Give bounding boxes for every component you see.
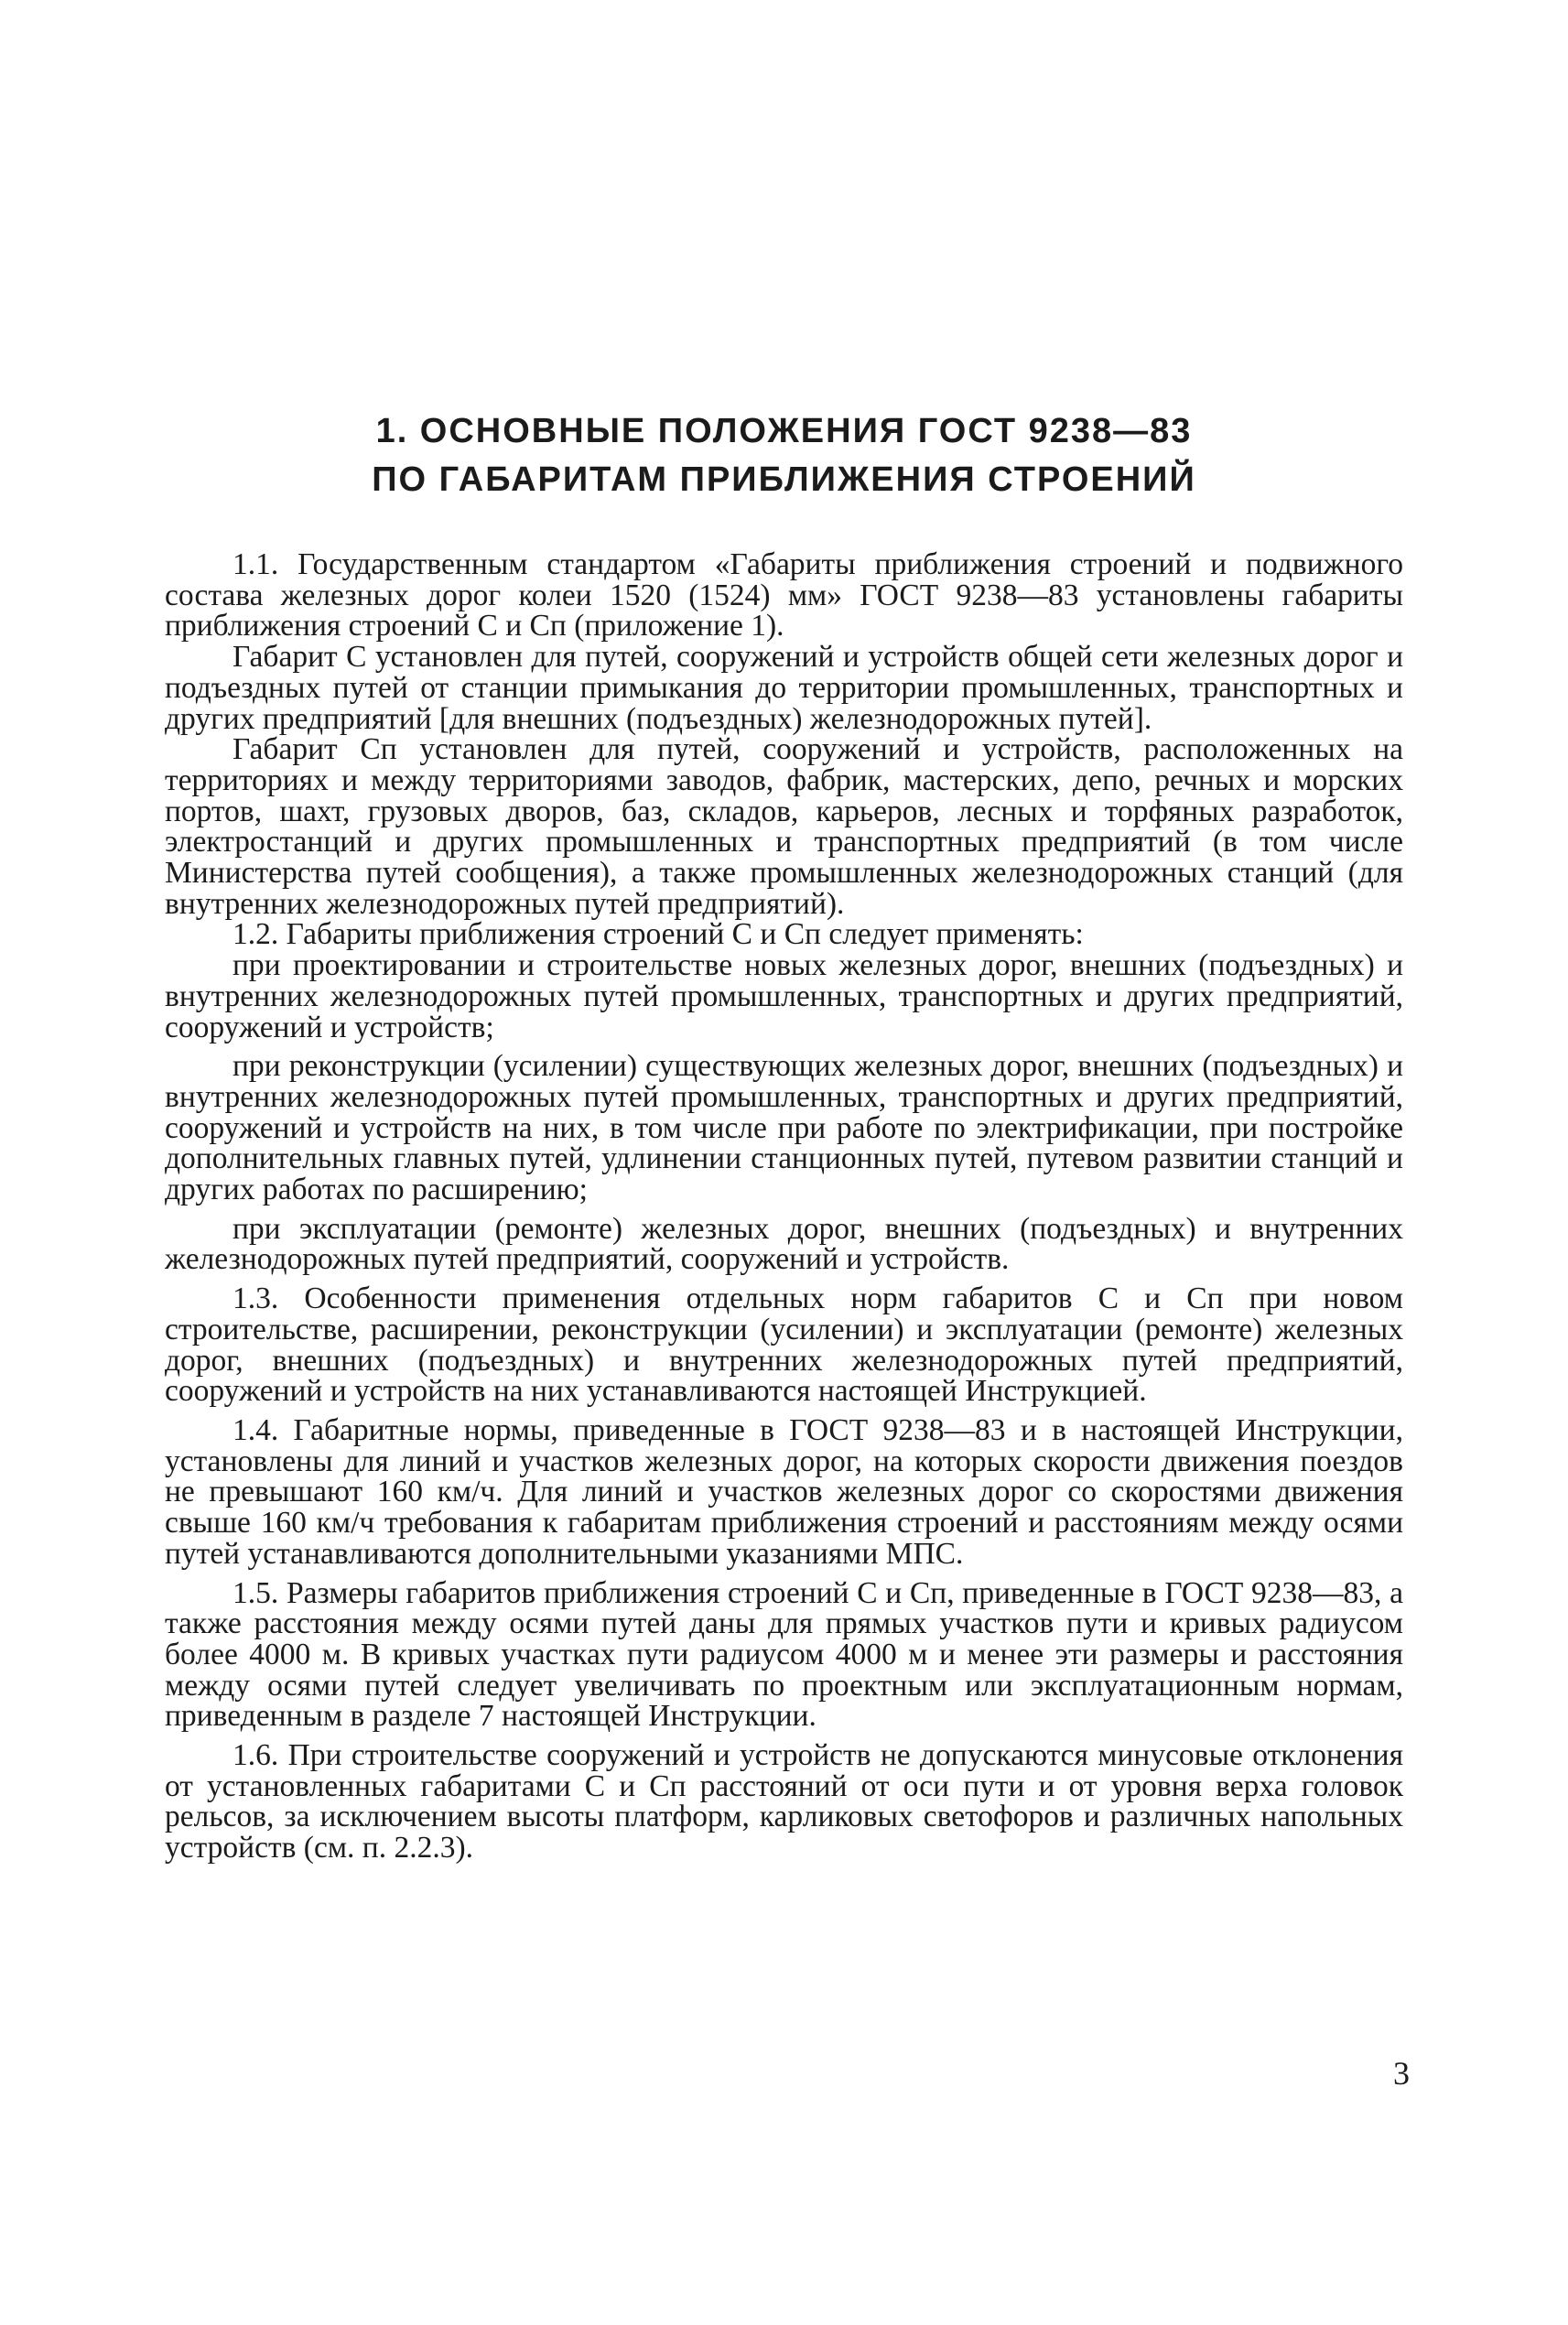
paragraph-1-3: 1.3. Особенности применения отдельных норм габаритов С и Сп при новом строительстве, расширении, реконструкции (усилении) и эксплуатации (ремонте) железных дорог, внешних (подъездных) и внутренних железнодорожных путей предприятий, сооружений и устройств на них устанавливаются настоящей Инструкцией.	[165, 1281, 1403, 1409]
section-heading	[275, 407, 1293, 504]
paragraph-gabarit-sp: Габарит Сп установлен для путей, сооружений и устройств, расположенных на территориях и между территориями заводов, фабрик, мастерских, депо, речных и морских портов, шахт, грузовых дворов, баз, складов, карьеров, лесных и торфяных разработок, электростанций и других промышленных и транспортных предприятий (в том числе Министерства путей сообщения), а также промышленных железнодорожных станций (для внутренних железнодорожных путей предприятий).	[165, 732, 1403, 921]
paragraph-1-2: 1.2. Габариты приближения строений С и Сп следует применять:	[232, 917, 1084, 952]
paragraph-1-6: 1.6. При строительстве сооружений и устройств не допускаются минусовые отклонения от установленных габаритами С и Сп расстояний от оси пути и от уровня верха головок рельсов, за исключением высоты платформ, карликовых светофоров и различных напольных устройств (см. п. 2.2.3).	[165, 1738, 1403, 1865]
paragraph-operation: при эксплуатации (ремонте) железных дорог, внешних (подъездных) и внутренних железнодорожных путей предприятий, сооружений и устройств.	[165, 1211, 1403, 1277]
paragraph-1-5: 1.5. Размеры габаритов приближения строений С и Сп, приведенные в ГОСТ 9238—83, а также расстояния между осями путей даны для прямых участков пути и кривых радиусом более 4000 м. В кривых участках пути радиусом 4000 м и менее эти размеры и расстояния между осями путей следует увеличивать по проектным или эксплуатационным нормам, приведенным в разделе 7 настоящей Инструкции.	[165, 1575, 1403, 1734]
paragraph-design: при проектировании и строительстве новых железных дорог, внешних (подъездных) и внутренних железнодорожных путей промышленных, транспортных и других предприятий, сооружений и устройств;	[165, 948, 1403, 1044]
paragraph-reconstruction: при реконструкции (усилении) существующих железных дорог, внешних (подъездных) и внутренних железнодорожных путей промышленных, транспортных и других предприятий, сооружений и устройств на них, в том числе при работе по электрификации, при постройке дополнительных главных путей, удлинении станционных путей, путевом развитии станций и других работах по расширению;	[165, 1049, 1403, 1207]
paragraph-1-1: 1.1. Государственным стандартом «Габариты приближения строений и подвижного состава железных дорог колеи 1520 (1524) мм» ГОСТ 9238—83 установлены габариты приближения строений С и Сп (приложение 1).	[165, 547, 1403, 643]
paragraph-1-4: 1.4. Габаритные нормы, приведенные в ГОСТ 9238—83 и в настоящей Инструкции, установлены для линий и участков железных дорог, на которых скорости движения поездов не превышают 160 км/ч. Для линий и участков железных дорог со скоростями движения свыше 160 км/ч требования к габаритам приближения строений и расстояниям между осями путей устанавливаются дополнительными указаниями МПС.	[165, 1412, 1403, 1571]
body-text	[165, 549, 1403, 1864]
heading-line-1: 1. ОСНОВНЫЕ ПОЛОЖЕНИЯ ГОСТ 9238—83	[375, 412, 1193, 450]
page-number: 3	[1393, 2055, 1410, 2092]
heading-line-2: ПО ГАБАРИТАМ ПРИБЛИЖЕНИЯ СТРОЕНИЙ	[372, 460, 1196, 499]
paragraph-gabarit-c: Габарит С установлен для путей, сооружений и устройств общей сети железных дорог и подъездных путей от станции примыкания до территории промышленных, транспортных и других предприятий [для внешних (подъездных) железнодорожных путей].	[165, 640, 1403, 736]
